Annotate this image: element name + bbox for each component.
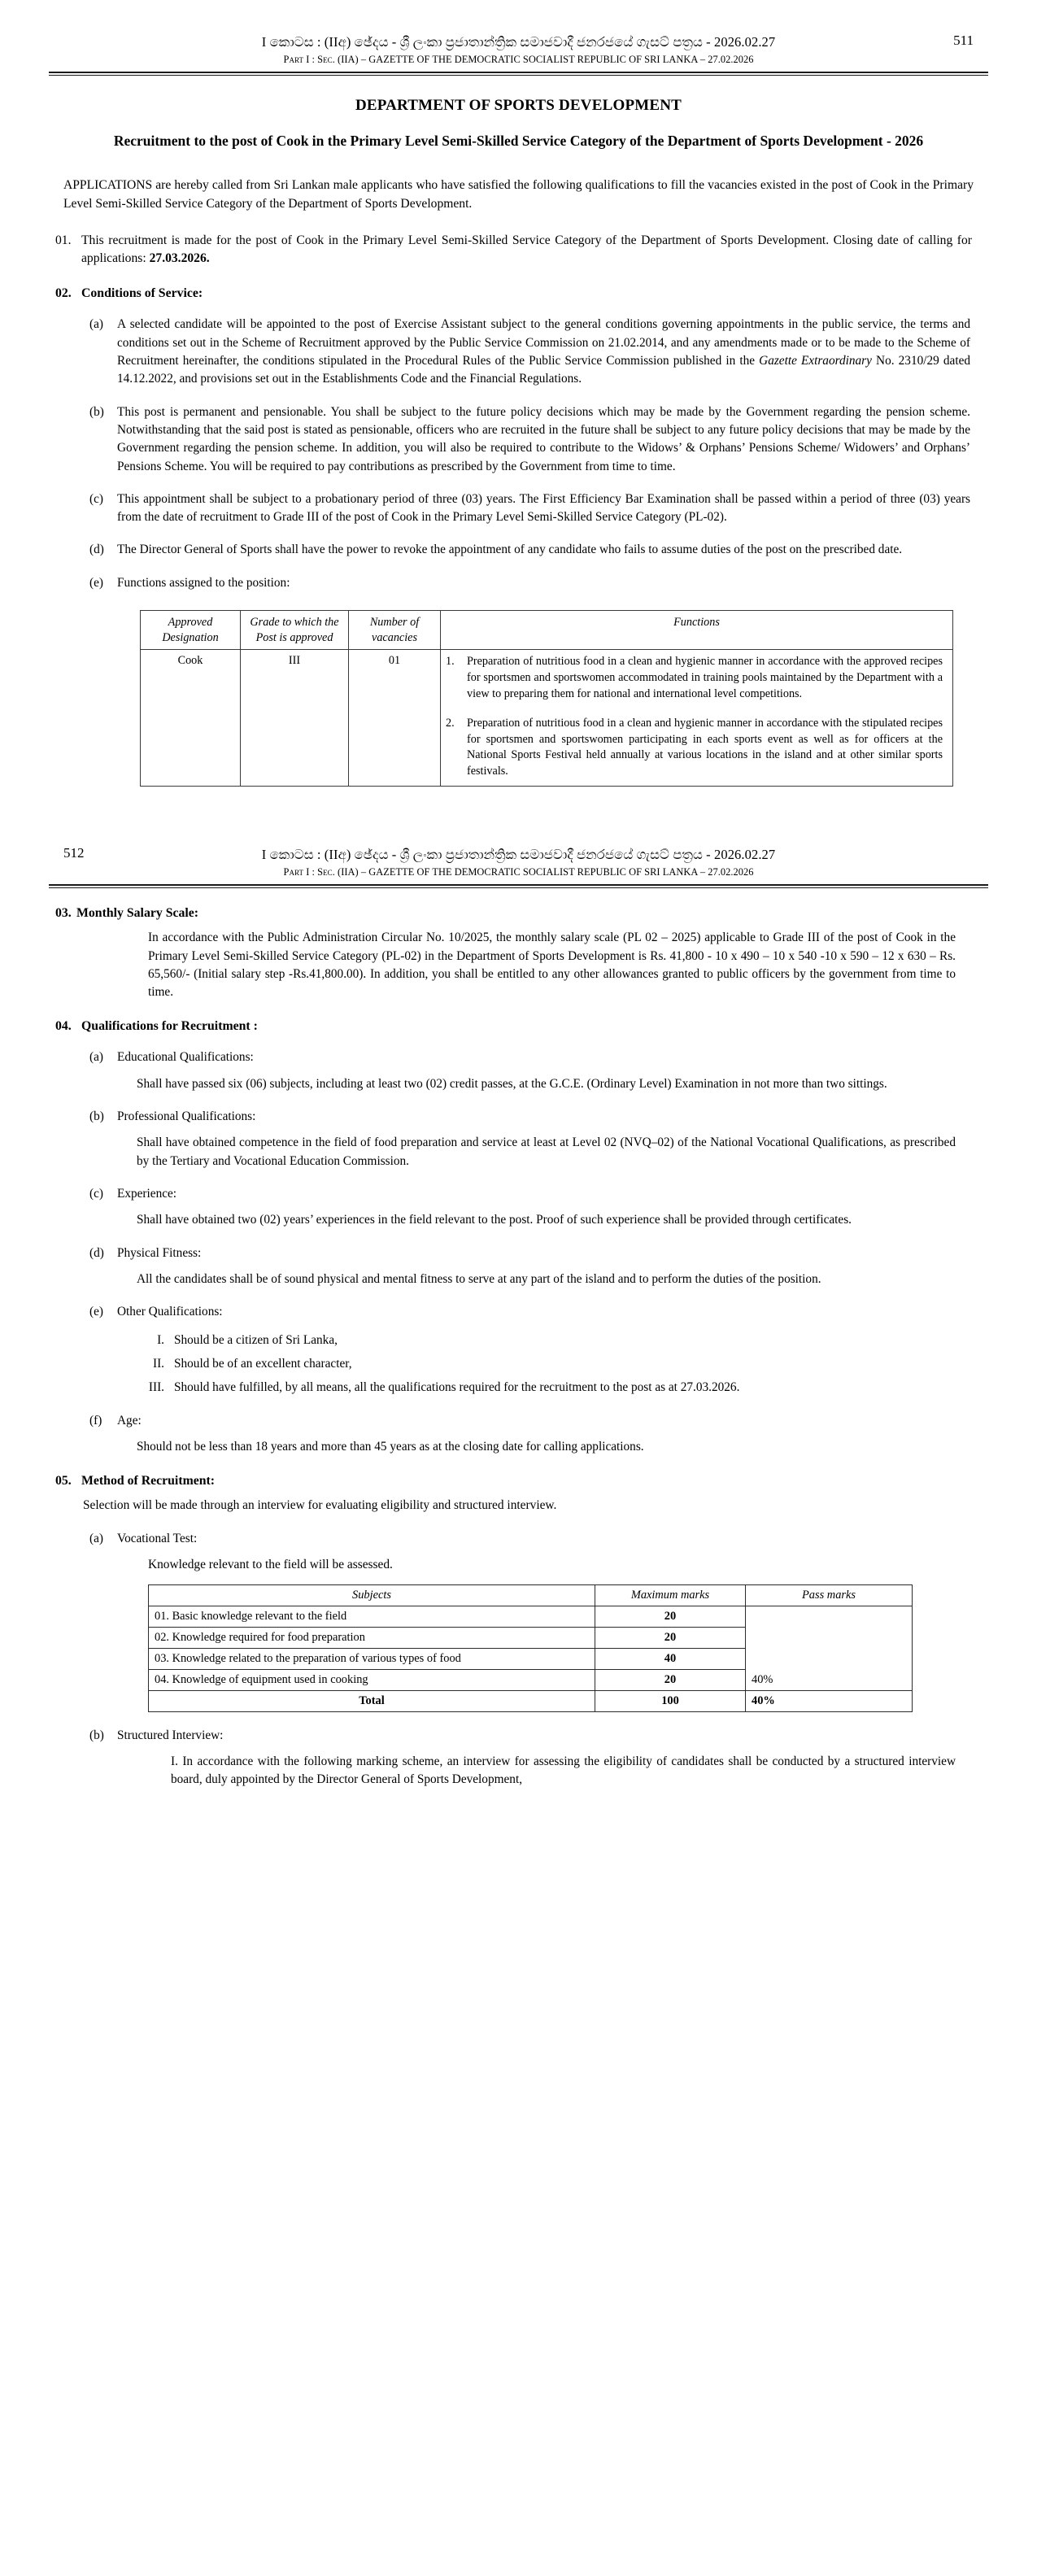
clause-04b-text: Shall have obtained competence in the field of food preparation and service at least at Level 02 (NVQ–02) of the National Vocational Qualifications, as prescribed by the Tertiary and Vocational Education Commission. — [137, 1135, 956, 1168]
clause-02a-text — [117, 316, 988, 388]
clause-05-lead: Selection will be made through an interview for evaluating eligibility and structured interview. — [83, 1498, 557, 1513]
running-head-sinhala: I කොටස : (IIඅ) ඡේදය - ශ්‍රී ලංකා ප්‍රජාතාන්ත්‍රික සමාජවාදී ජනරජයේ ගැසට් පත්‍රය - 2026.02.27 — [261, 34, 776, 50]
page-1-folio: 511 — [953, 33, 974, 48]
closing-date: 27.03.2026. — [149, 251, 210, 266]
clause-02c-text: This appointment shall be subject to a probationary period of three (03) years. The First Efficiency Bar Examination shall be passed within a period of three (03) years from the date of recruitment to Grade III of the post of Cook in the Primary Level Semi-Skilled Service Category (PL-02). — [117, 491, 970, 525]
cell-grade: III — [241, 650, 349, 787]
cell-max-marks: 20 — [595, 1627, 746, 1648]
clause-04-label: Qualifications for Recruitment : — [81, 1019, 258, 1034]
page-2-folio: 512 — [63, 845, 85, 861]
page-2-running-head — [49, 847, 988, 878]
clause-01 — [49, 232, 988, 269]
clause-02b-text: This post is permanent and pensionable. You shall be subject to the future policy decisions which may be made by the Government regarding the pension scheme. Notwithstanding that the said post is stated as pensionable, officers who are recruited in the future shall be subject to any future policy decisions that may be made by the Government regarding the pension scheme. In addition, you will also be required to contribute to the Widows’ & Orphans’ Pensions Scheme/ Widowers’ and Orphans’ Pensions Scheme. You will be required to pay contributions as prescribed by the Government from time to time. — [117, 404, 970, 473]
clause-05b-item-i: I. In accordance with the following marking scheme, an interview for assessing the eligibility of candidates shall be conducted by a structured interview board, duly appointed by the Director General of Sports Development, — [171, 1754, 956, 1787]
clause-01-body: This recruitment is made for the post of Cook in the Primary Level Semi-Skilled Service Category of the Department of Sports Development. Closing date of calling for applications: — [81, 233, 972, 266]
cell-subject: 03. Knowledge related to the preparation of various types of food — [149, 1648, 595, 1669]
clause-04e-label: Other Qualifications: — [117, 1305, 223, 1319]
cell-pass-marks-merged: 40% — [746, 1606, 913, 1690]
clause-04d-marker: (d) — [89, 1245, 104, 1260]
gazette-page-1 — [0, 0, 1037, 847]
clause-04-marker: 04. — [55, 1019, 72, 1034]
clause-04c-text: Shall have obtained two (02) years’ experiences in the field relevant to the post. Proof of such experience shall be provided through certificates. — [137, 1213, 852, 1227]
function-item-number: 2. — [446, 716, 455, 730]
clause-04a-text: Shall have passed six (06) subjects, including at least two (02) credit passes, at the G.C.E. (Ordinary Level) Examination in not more than two sittings. — [137, 1076, 887, 1091]
page-title: DEPARTMENT OF SPORTS DEVELOPMENT — [355, 97, 682, 114]
col-approved-designation: Approved Designation — [141, 611, 241, 650]
list-item-marker: III. — [148, 1380, 164, 1395]
clause-02-marker: 02. — [55, 286, 72, 301]
header-rule — [49, 884, 988, 888]
clause-02e — [83, 574, 988, 592]
clause-04c-label: Experience: — [117, 1187, 177, 1201]
gazette-extraordinary-ref: Gazette Extraordinary — [759, 353, 872, 368]
col-number-of-vacancies: Number of vacancies — [349, 611, 441, 650]
clause-05a-marker: (a) — [89, 1531, 103, 1545]
clause-02a-part1: A selected candidate will be appointed to the post of Exercise Assistant subject to the general conditions governing appointments in the public service, the terms and conditions set out in the Scheme of Recruitment approved by the Public Service Commission on 21.02.2014, and any amendments made or to be made to the Scheme of Recruitment hereinafter, the conditions stipulated in the Procedural Rules of the Public Service Commission published in the — [117, 317, 970, 368]
clause-04b — [83, 1108, 988, 1126]
intro-paragraph: APPLICATIONS are hereby called from Sri Lankan male applicants who have satisfied the following qualifications to fill the vacancies existed in the post of Cook in the Primary Level Semi-Skilled Service Category of the Department of Sports Development. — [63, 178, 974, 211]
clause-02e-text: Functions assigned to the position: — [117, 575, 290, 590]
cell-max-marks: 20 — [595, 1669, 746, 1690]
clause-02-label: Conditions of Service: — [81, 286, 203, 301]
functions-table-wrapper — [140, 610, 988, 787]
clause-04e-list — [137, 1332, 988, 1397]
function-item-text: Preparation of nutritious food in a clean and hygienic manner in accordance with the approved recipes for sportsmen and sportswomen accommodated in training pools maintained by the Department with a view to preparing them for national and international level competitions. — [467, 655, 943, 700]
list-item — [137, 1332, 956, 1349]
function-item — [446, 716, 948, 781]
clause-05b-marker: (b) — [89, 1728, 104, 1742]
vocational-table-header-row — [149, 1584, 913, 1606]
page-1-running-head — [49, 34, 988, 66]
clause-05-marker: 05. — [55, 1474, 72, 1489]
vocational-test-table-wrapper — [148, 1584, 988, 1712]
clause-04d — [83, 1244, 988, 1262]
col-maximum-marks: Maximum marks — [595, 1584, 746, 1606]
clause-02b-marker: (b) — [89, 404, 104, 419]
clause-04e — [83, 1303, 988, 1321]
clause-03-heading — [49, 906, 988, 921]
clause-04f — [83, 1412, 988, 1430]
clause-01-marker: 01. — [55, 233, 72, 247]
clause-02d-text: The Director General of Sports shall have the power to revoke the appointment of any candidate who fails to assume duties of the post on the prescribed date. — [117, 543, 903, 557]
list-item-text: Should be a citizen of Sri Lanka, — [174, 1332, 338, 1347]
clause-02-heading — [49, 286, 988, 301]
table-row-total — [149, 1690, 913, 1711]
clause-05-heading — [49, 1474, 988, 1489]
functions-table — [140, 610, 953, 787]
clause-04c-marker: (c) — [89, 1187, 103, 1201]
clause-03-label: Monthly Salary Scale: — [76, 906, 199, 921]
clause-04b-label: Professional Qualifications: — [117, 1109, 256, 1124]
clause-04a-marker: (a) — [89, 1050, 103, 1065]
running-head-english: Part I : Sec. (IIA) – GAZETTE OF THE DEMOCRATIC SOCIALIST REPUBLIC OF SRI LANKA – 27.02.2026 — [283, 54, 754, 65]
cell-designation: Cook — [141, 650, 241, 787]
running-head-sinhala: I කොටස : (IIඅ) ඡේදය - ශ්‍රී ලංකා ප්‍රජාතාන්ත්‍රික සමාජවාදී ජනරජයේ ගැසට් පත්‍රය - 2026.02.27 — [261, 847, 776, 863]
cell-total-pass: 40% — [746, 1690, 913, 1711]
list-item — [137, 1355, 956, 1373]
list-item — [137, 1379, 956, 1397]
clause-03-text: In accordance with the Public Administration Circular No. 10/2025, the monthly salary scale (PL 02 – 2025) applicable to Grade III of the post of Cook in the Primary Level Semi-Skilled Service Category (PL-02) in the Department of Sports Development is Rs. 41,800 - 10 x 490 – 10 x 540 -10 x 590 – 12 x 630 – Rs. 65,560/- (Initial salary step -Rs.41,800.00). In addition, you shall be entitled to any other allowances granted to public officers by the government from time to time. — [148, 931, 956, 1000]
clause-02d — [83, 541, 988, 559]
col-pass-marks: Pass marks — [746, 1584, 913, 1606]
clause-04f-marker: (f) — [89, 1413, 102, 1427]
vocational-test-table — [148, 1584, 913, 1712]
clause-02a-marker: (a) — [89, 317, 103, 332]
list-item-text: Should be of an excellent character, — [174, 1357, 352, 1371]
functions-table-header-row — [141, 611, 953, 650]
recruitment-title: Recruitment to the post of Cook in the Primary Level Semi-Skilled Service Category of the Department of Sports Development - 2026 — [113, 133, 924, 149]
page-2-bottom-space — [49, 1789, 988, 1799]
clause-04-heading — [49, 1019, 988, 1034]
clause-02a — [83, 316, 988, 388]
cell-subject: 02. Knowledge required for food preparation — [149, 1627, 595, 1648]
clause-02b — [83, 403, 988, 476]
header-rule — [49, 72, 988, 76]
list-item-marker: I. — [157, 1332, 164, 1347]
cell-subject: 04. Knowledge of equipment used in cooking — [149, 1669, 595, 1690]
functions-list — [446, 654, 948, 780]
list-item-marker: II. — [152, 1357, 164, 1371]
cell-subject: 01. Basic knowledge relevant to the field — [149, 1606, 595, 1627]
function-item-text: Preparation of nutritious food in a clean and hygienic manner in accordance with the stipulated recipes for sportsmen and sportswomen participating in each sports event as well as for officers at the National Sports Festival held annually at various locations in the island and at other similar sports festivals. — [467, 716, 943, 778]
clause-04b-marker: (b) — [89, 1109, 104, 1124]
col-subjects: Subjects — [149, 1584, 595, 1606]
clause-04c — [83, 1185, 988, 1203]
col-grade-approved: Grade to which the Post is approved — [241, 611, 349, 650]
running-head-english: Part I : Sec. (IIA) – GAZETTE OF THE DEMOCRATIC SOCIALIST REPUBLIC OF SRI LANKA – 27.02.2026 — [283, 866, 754, 878]
clause-05-label: Method of Recruitment: — [81, 1474, 216, 1489]
cell-total-max: 100 — [595, 1690, 746, 1711]
cell-vacancies: 01 — [349, 650, 441, 787]
clause-04a-label: Educational Qualifications: — [117, 1050, 254, 1065]
clause-04d-label: Physical Fitness: — [117, 1245, 202, 1260]
clause-02e-marker: (e) — [89, 575, 103, 590]
clause-02a-part2: No. 2310/29 dated 14.12.2022, and provisions set out in the Establishments Code and the Financial Regulations. — [117, 353, 971, 386]
clause-05b-label: Structured Interview: — [117, 1728, 224, 1742]
clause-04d-text: All the candidates shall be of sound physical and mental fitness to serve at any part of the island and to perform the duties of the position. — [137, 1272, 821, 1287]
cell-total-label: Total — [149, 1690, 595, 1711]
clause-05a — [83, 1530, 988, 1548]
clause-05b — [83, 1727, 988, 1745]
cell-max-marks: 20 — [595, 1606, 746, 1627]
col-functions: Functions — [441, 611, 953, 650]
table-row — [149, 1606, 913, 1627]
list-item-text: Should have fulfilled, by all means, all the qualifications required for the recruitment to the post as at 27.03.2026. — [174, 1380, 740, 1395]
clause-02c — [83, 490, 988, 527]
clause-02c-marker: (c) — [89, 491, 103, 506]
clause-02d-marker: (d) — [89, 543, 104, 557]
gazette-page-2 — [0, 847, 1037, 1807]
clause-04f-label: Age: — [117, 1413, 142, 1427]
clause-04a — [83, 1048, 988, 1066]
page-1-bottom-space — [49, 787, 988, 847]
clause-03-marker: 03. — [55, 906, 72, 921]
clause-05a-label: Vocational Test: — [117, 1531, 198, 1545]
cell-functions — [441, 650, 953, 787]
clause-04e-marker: (e) — [89, 1305, 103, 1319]
clause-04f-text: Should not be less than 18 years and more than 45 years as at the closing date for calling applications. — [137, 1440, 644, 1454]
vocational-test-note: Knowledge relevant to the field will be assessed. — [148, 1558, 393, 1572]
function-item — [446, 654, 948, 703]
clause-01-text — [81, 232, 988, 269]
cell-max-marks: 40 — [595, 1648, 746, 1669]
function-item-number: 1. — [446, 655, 455, 669]
table-row — [141, 650, 953, 787]
